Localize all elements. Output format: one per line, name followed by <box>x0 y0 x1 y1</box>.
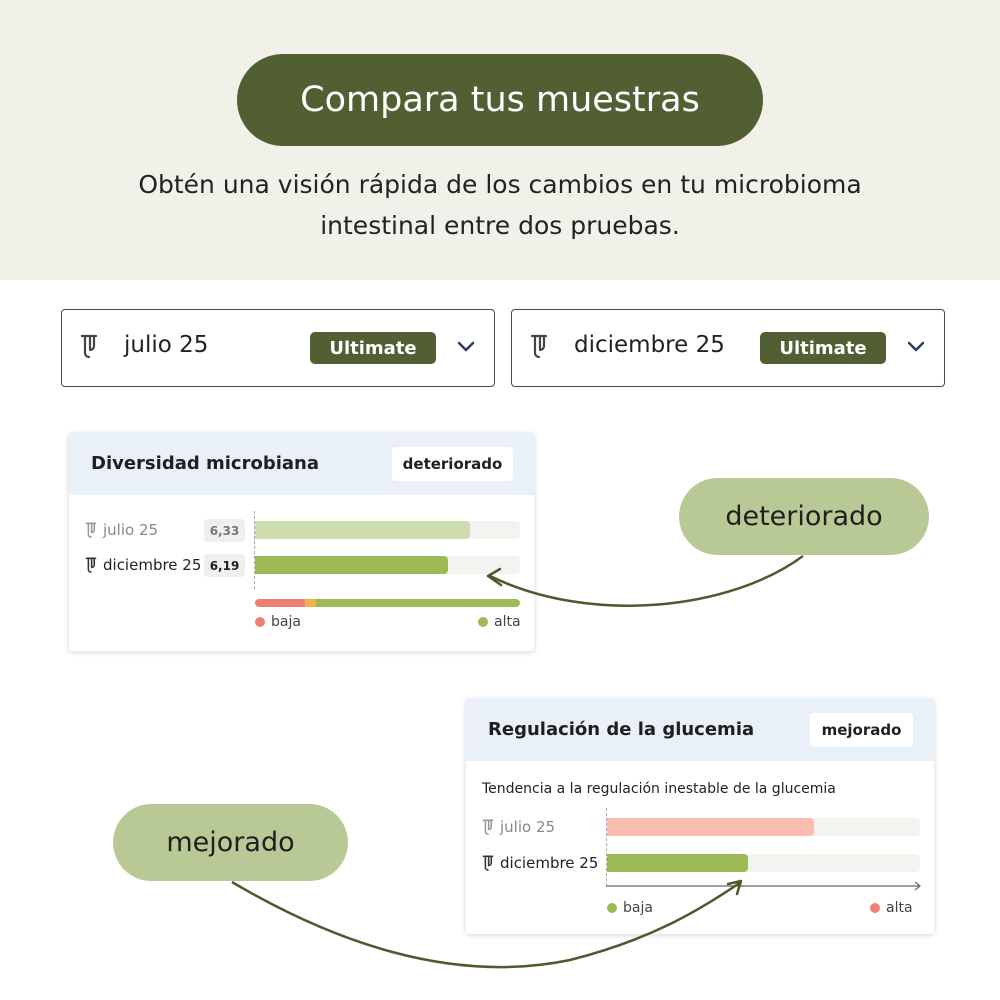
subtitle-line-2: intestinal entre dos pruebas. <box>320 211 680 240</box>
callout-deteriorado: deteriorado <box>679 478 929 555</box>
legend-low-label: baja <box>623 900 653 916</box>
legend-high-label: alta <box>886 900 913 916</box>
sample-select-1-label: julio 25 <box>124 332 209 358</box>
page-title: Compara tus muestras <box>237 54 763 146</box>
row-label-text: diciembre 25 <box>103 556 202 574</box>
sample-select-2-label: diciembre 25 <box>574 332 725 358</box>
arrow-to-diversity <box>490 556 803 606</box>
legend-low-label: baja <box>271 614 301 630</box>
callout-mejorado: mejorado <box>113 804 348 881</box>
row-label-text: julio 25 <box>103 521 159 539</box>
plan-badge: Ultimate <box>310 332 436 364</box>
plan-badge: Ultimate <box>760 332 886 364</box>
arrow-to-glucose <box>232 882 741 967</box>
row-label-text: julio 25 <box>500 818 556 836</box>
card-title: Regulación de la glucemia <box>488 719 755 740</box>
card-subtitle: Tendencia a la regulación inestable de la glucemia <box>482 781 836 797</box>
card-title: Diversidad microbiana <box>91 453 319 474</box>
legend-high-label: alta <box>494 614 521 630</box>
subtitle-line-1: Obtén una visión rápida de los cambios en tu microbioma <box>138 170 862 199</box>
value-chip: 6,33 <box>204 519 245 542</box>
status-badge: mejorado <box>810 713 913 747</box>
value-chip: 6,19 <box>204 554 245 577</box>
row-label-text: diciembre 25 <box>500 854 599 872</box>
status-badge: deteriorado <box>392 447 513 481</box>
